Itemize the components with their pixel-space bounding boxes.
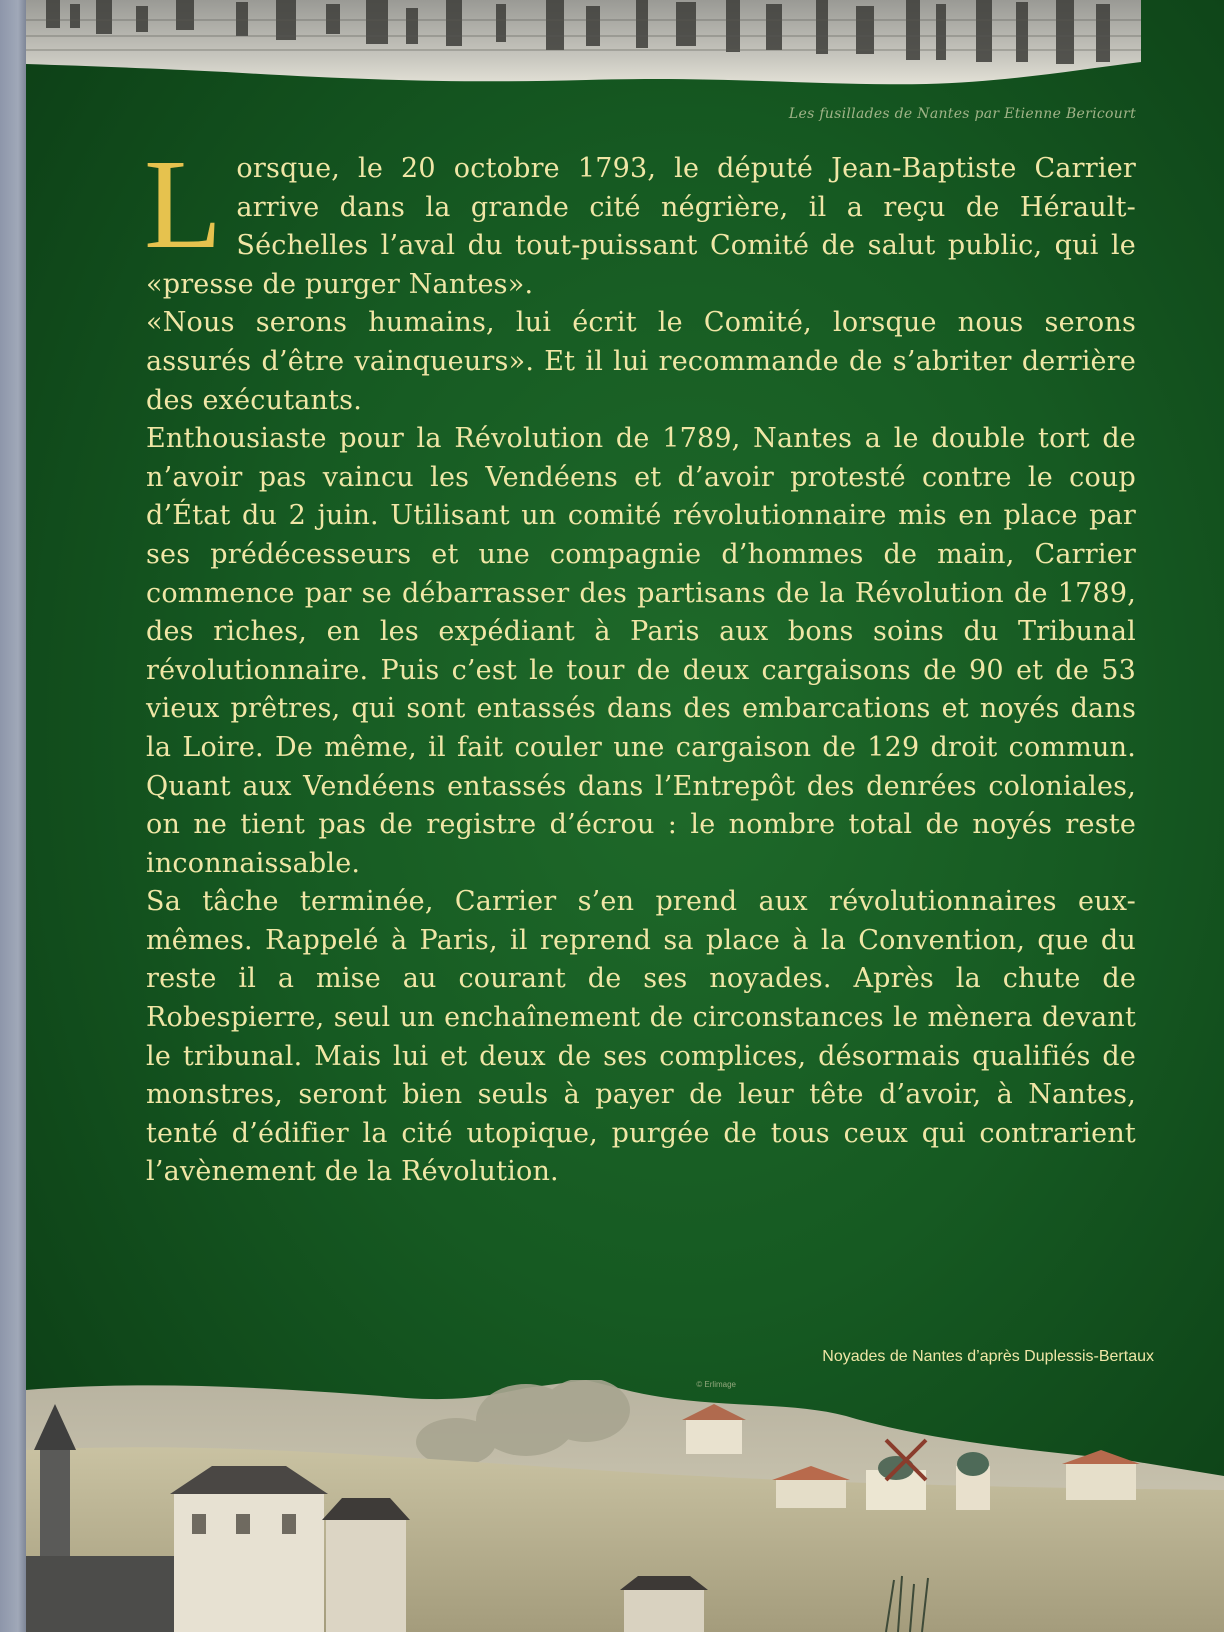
drop-cap: L bbox=[144, 133, 223, 275]
engraving-caption: Les fusillades de Nantes par Etienne Bericourt bbox=[788, 106, 1136, 122]
landscape-painting bbox=[26, 1380, 1224, 1632]
engraving-image bbox=[26, 0, 1141, 92]
paragraph-1 bbox=[144, 133, 1136, 304]
paragraph-4: Sa tâche terminée, Carrier s’en prend aux révolutionnaires eux-mêmes. Rappelé à Paris, il reprend sa place à la Convention, que du reste il a mise au courant de ses noyades. Après la chute de Robespierre, seul un enchaînement de circonstances le mènera devant le tribunal. Mais lui et deux de ses complices, désormais qualifiés de monstres, seront bien seuls à payer de leur tête d’avoir, à Nantes, tenté d’édifier la cité utopique, purgée de tous ceux qui contrarient l’avènement de la Révolution. bbox=[146, 886, 1136, 1188]
painting-credit: © Erlimage bbox=[696, 1380, 736, 1389]
article-body bbox=[144, 133, 1136, 1192]
paragraph-2: «Nous serons humains, lui écrit le Comité, lorsque nous serons assurés d’être vainqueurs». Et il lui recommande de s’abriter derrière des exécutants. bbox=[146, 307, 1136, 416]
painting-caption: Noyades de Nantes d’après Duplessis-Bertaux bbox=[822, 1348, 1154, 1365]
paragraph-3: Enthousiaste pour la Révolution de 1789, Nantes a le double tort de n’avoir pas vaincu les Vendéens et d’avoir protesté contre le coup d’État du 2 juin. Utilisant un comité révolutionnaire mis en place par ses prédécesseurs et une compagnie d’hommes de main, Carrier commence par se débarrasser des partisans de la Révolution de 1789, des riches, en les expédiant à Paris aux bons soins du Tribunal révolutionnaire. Puis c’est le tour de deux cargaisons de 90 et de 53 vieux prêtres, qui sont entassés dans des embarcations et noyés dans la Loire. De même, il fait couler une cargaison de 129 droit commun. Quant aux Vendéens entassés dans l’Entrepôt des denrées coloniales, on ne tient pas de registre d’écrou : le nombre total de noyés reste inconnaissable. bbox=[146, 423, 1136, 879]
paragraph-1-text: orsque, le 20 octobre 1793, le député Jean-Baptiste Carrier arrive dans la grande cité négrière, il a reçu de Hérault-Séchelles l’aval du tout-puissant Comité de salut public, qui le «presse de purger Nantes». bbox=[146, 153, 1136, 300]
